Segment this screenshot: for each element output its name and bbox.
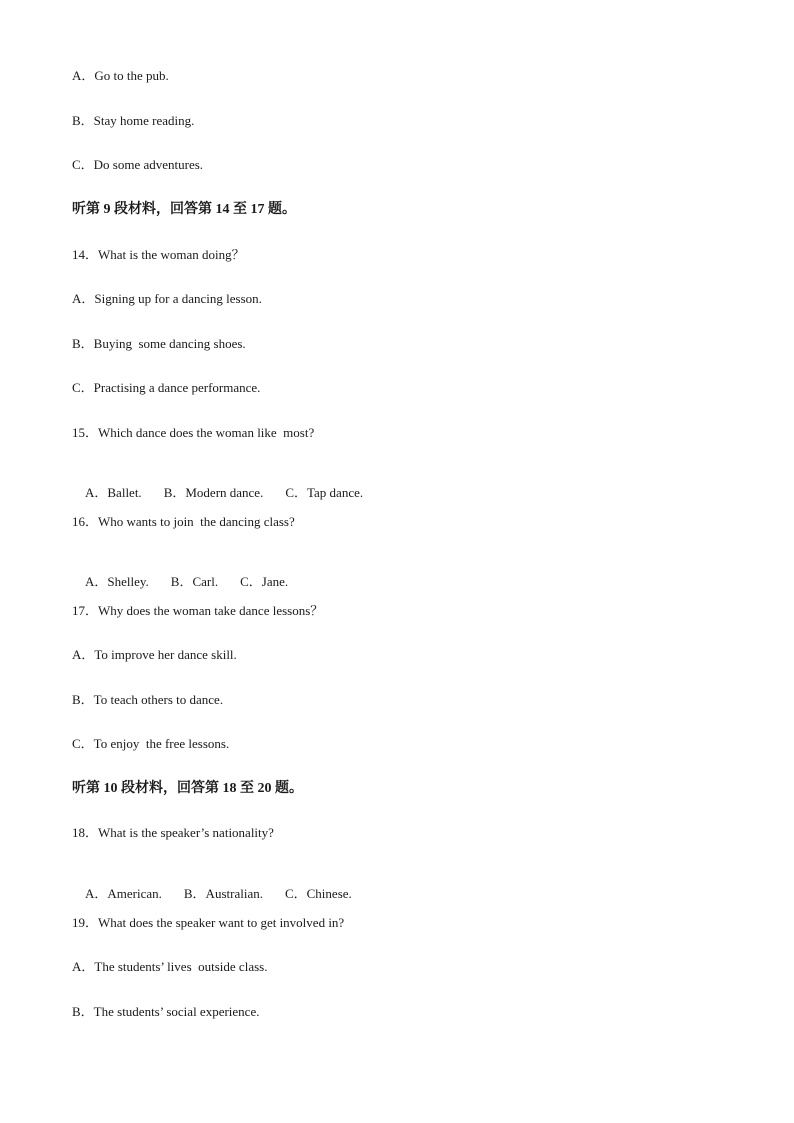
question-16-options [72,558,288,606]
question-18-options [72,870,352,918]
question-15-option-b: B．Modern dance. [163,485,264,500]
option-b: B．Stay home reading. [72,113,195,128]
question-17-option-c: C．To enjoy the free lessons. [72,736,230,751]
question-19: 19．What does the speaker want to get involved in? [72,915,345,930]
question-18-option-b: B．Australian. [183,886,263,901]
question-18-option-a: A．American. [85,886,162,901]
question-16-option-a: A．Shelley. [85,574,149,589]
question-15-option-c: C．Tap dance. [285,485,364,500]
question-19-option-b: B．The students’ social experience. [72,1004,260,1019]
question-14-option-b: B．Buying some dancing shoes. [72,336,246,351]
section-heading-10: 听第 10 段材料，回答第 18 至 20 题。 [72,781,303,796]
option-a: A．Go to the pub. [72,68,169,83]
option-c: C．Do some adventures. [72,157,204,172]
question-15: 15．Which dance does the woman like most? [72,425,315,440]
question-16-option-b: B．Carl. [170,574,219,589]
question-15-options [72,469,363,517]
question-17-option-b: B．To teach others to dance. [72,692,224,707]
question-15-option-a: A．Ballet. [85,485,142,500]
question-17: 17．Why does the woman take dance lessons？ [72,603,324,618]
question-14-option-c: C．Practising a dance performance. [72,380,261,395]
question-14: 14．What is the woman doing？ [72,247,245,262]
question-16: 16．Who wants to join the dancing class? [72,514,295,529]
question-18: 18．What is the speaker’s nationality? [72,825,274,840]
section-heading-9: 听第 9 段材料，回答第 14 至 17 题。 [72,202,296,217]
question-14-option-a: A．Signing up for a dancing lesson. [72,291,262,306]
question-16-option-c: C．Jane. [240,574,289,589]
question-19-option-a: A．The students’ lives outside class. [72,959,268,974]
question-17-option-a: A．To improve her dance skill. [72,647,237,662]
question-18-option-c: C．Chinese. [284,886,352,901]
